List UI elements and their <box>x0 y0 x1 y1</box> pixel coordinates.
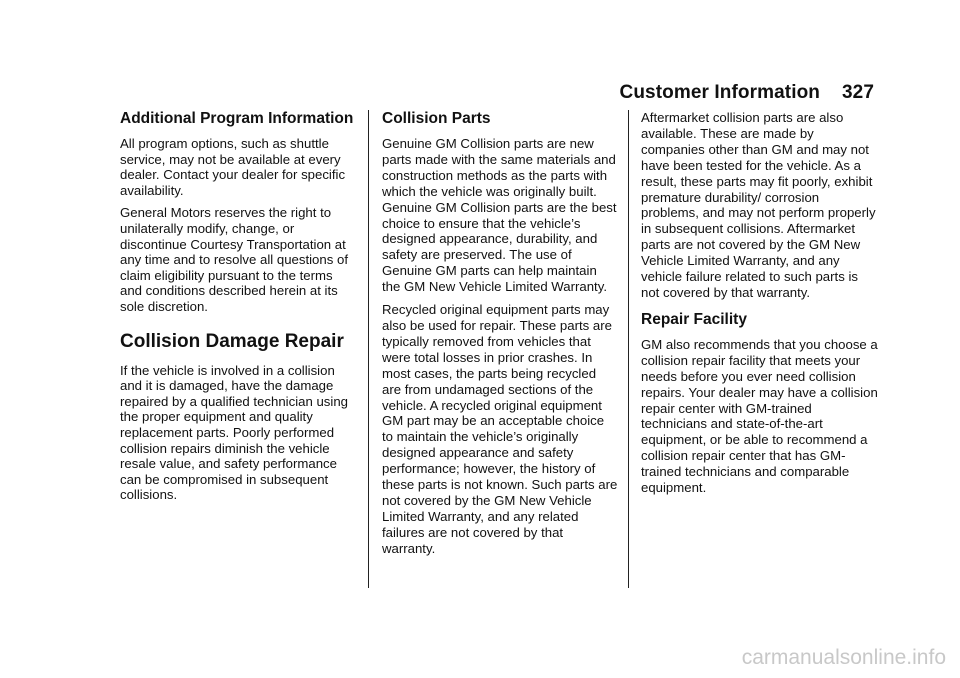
column-left <box>120 110 356 510</box>
additional-program-paragraph-2: General Motors reserves the right to unilaterally modify, change, or discontinue Courtesy Transportation at any time and to resolve all questions of claim eligibility pursuant to the terms and conditions described herein at its sole discretion. <box>120 205 348 314</box>
watermark: carmanualsonline.info <box>741 646 946 669</box>
column-divider-2 <box>628 110 629 588</box>
additional-program-heading: Additional Program Information <box>120 110 354 127</box>
repair-facility-heading: Repair Facility <box>641 310 747 328</box>
collision-damage-heading: Collision Damage Repair <box>120 330 344 352</box>
additional-program-paragraph-1: All program options, such as shuttle service, may not be available at every dealer. Contact your dealer for specific availability. <box>120 136 346 198</box>
repair-facility-paragraph: GM also recommends that you choose a collision repair facility that meets your needs before you ever need collision repairs. Your dealer may have a collision repair center with GM-trained technicians and state-of-the-art equipment, or be able to recommend a collision repair center that has GM-trained technicians and comparable equipment. <box>641 336 878 496</box>
page-number: 327 <box>841 82 874 103</box>
collision-damage-paragraph: If the vehicle is involved in a collision and it is damaged, have the damage repaired by a qualified technician using the proper equipment and quality replacement parts. Poorly performed collision repairs diminish the vehicle resale value, and safety performance can be compromised in subsequent collisions. <box>120 362 348 503</box>
section-title: Customer Information <box>619 82 820 103</box>
column-divider-1 <box>368 110 369 588</box>
column-middle <box>382 110 618 564</box>
collision-parts-paragraph-1: Genuine GM Collision parts are new parts made with the same materials and construction methods as the parts with which the vehicle was originally built. Genuine GM Collision parts are the best choice to ensure that the vehicle’s designed appearance, durability, and safety are preserved. The use of Genuine GM parts can help maintain the GM New Vehicle Limited Warranty. <box>382 136 617 295</box>
aftermarket-paragraph: Aftermarket collision parts are also available. These are made by companies other than GM and may not have been tested for the vehicle. As a result, these parts may fit poorly, exhibit premature durability/ corrosion problems, and may not perform properly in subsequent collisions. Aftermarket parts are not covered by the GM New Vehicle Limited Warranty, and any vehicle failure related to such parts is not covered by that warranty. <box>641 110 876 300</box>
collision-parts-paragraph-2: Recycled original equipment parts may also be used for repair. These parts are typically removed from vehicles that were total losses in prior crashes. In most cases, the parts being recycled are from undamaged sections of the vehicle. A recycled original equipment GM part may be an acceptable choice to maintain the vehicle’s originally designed appearance and safety performance; however, the history of these parts is not known. Such parts are not covered by the GM New Vehicle Limited Warranty, and any related failures are not covered by that warranty. <box>382 302 618 556</box>
page-header <box>620 82 874 104</box>
collision-parts-heading: Collision Parts <box>382 110 491 127</box>
column-right <box>641 110 879 503</box>
